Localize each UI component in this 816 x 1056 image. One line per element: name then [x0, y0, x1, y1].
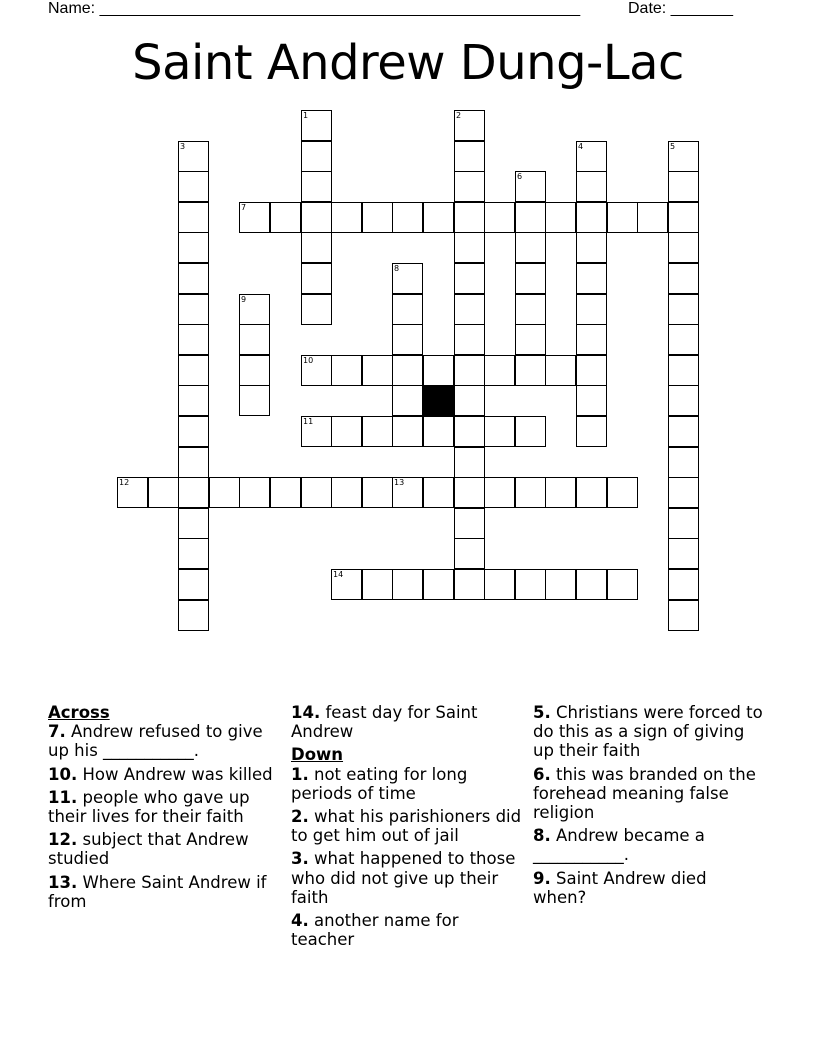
- grid-cell[interactable]: [576, 355, 607, 386]
- grid-cell[interactable]: [454, 232, 485, 263]
- grid-cell[interactable]: [301, 232, 332, 263]
- page-title: Saint Andrew Dung-Lac: [132, 35, 684, 91]
- grid-cell[interactable]: [515, 263, 546, 294]
- grid-cell[interactable]: [668, 477, 699, 508]
- grid-cell[interactable]: [454, 416, 485, 447]
- grid-cell[interactable]: [454, 110, 485, 141]
- clue-number: 9: [241, 295, 247, 304]
- grid-cell[interactable]: [392, 416, 423, 447]
- clue-number: 10: [303, 356, 314, 365]
- grid-cell[interactable]: [454, 355, 485, 386]
- grid-cell[interactable]: [392, 324, 423, 355]
- grid-cell[interactable]: [239, 477, 270, 508]
- grid-cell[interactable]: [178, 600, 209, 631]
- grid-cell[interactable]: [515, 232, 546, 263]
- grid-cell[interactable]: [515, 324, 546, 355]
- clue-down-2: 2. what his parishioners did to get him out of jail: [291, 807, 522, 846]
- clue-across-11: 11. people who gave up their lives for their faith: [48, 787, 250, 827]
- grid-cell[interactable]: [454, 447, 485, 478]
- grid-cell[interactable]: [301, 110, 332, 141]
- grid-cell[interactable]: [392, 355, 423, 386]
- grid-cell[interactable]: [362, 416, 393, 447]
- grid-cell[interactable]: [178, 538, 209, 569]
- grid-cell[interactable]: [362, 477, 393, 508]
- grid-cell[interactable]: [545, 477, 576, 508]
- clue-across-12: 12. subject that Andrew studied: [48, 830, 249, 869]
- grid-cell[interactable]: [423, 355, 454, 386]
- grid-cell[interactable]: [515, 171, 546, 202]
- grid-cell-shaded: [423, 385, 454, 416]
- grid-cell[interactable]: [178, 141, 209, 172]
- grid-cell[interactable]: [515, 294, 546, 325]
- clue-number: 7: [241, 203, 247, 212]
- grid-cell[interactable]: [301, 171, 332, 202]
- grid-cell[interactable]: [668, 538, 699, 569]
- clue-number: 3: [180, 142, 186, 151]
- grid-cell[interactable]: [515, 569, 546, 600]
- clues-column-2: [291, 703, 523, 953]
- grid-cell[interactable]: [454, 477, 485, 508]
- grid-cell[interactable]: [331, 477, 362, 508]
- grid-cell[interactable]: [637, 202, 668, 233]
- clue-number: 13: [394, 478, 405, 487]
- clue-down-4: 4. another name for teacher: [291, 911, 459, 950]
- grid-cell[interactable]: [454, 385, 485, 416]
- grid-cell[interactable]: [545, 355, 576, 386]
- name-field-label: Name: ______________________________________________________: [48, 0, 581, 17]
- clue-number: 11: [303, 417, 314, 426]
- grid-cell[interactable]: [239, 294, 270, 325]
- clue-down-6: 6. this was branded on the forehead meaning false religion: [533, 764, 756, 823]
- grid-cell[interactable]: [607, 569, 638, 600]
- clue-across-7: 7. Andrew refused to give up his ___________.: [48, 722, 263, 761]
- grid-cell[interactable]: [607, 202, 638, 233]
- grid-cell[interactable]: [239, 202, 270, 233]
- grid-cell[interactable]: [668, 232, 699, 263]
- grid-cell[interactable]: [576, 263, 607, 294]
- grid-cell[interactable]: [576, 385, 607, 416]
- grid-cell[interactable]: [239, 355, 270, 386]
- clue-number: 2: [456, 111, 462, 120]
- grid-cell[interactable]: [392, 202, 423, 233]
- grid-cell[interactable]: [178, 171, 209, 202]
- grid-cell[interactable]: [484, 569, 515, 600]
- grid-cell[interactable]: [668, 385, 699, 416]
- grid-cell[interactable]: [668, 569, 699, 600]
- grid-cell[interactable]: [668, 447, 699, 478]
- grid-cell[interactable]: [484, 477, 515, 508]
- grid-cell[interactable]: [178, 569, 209, 600]
- grid-cell[interactable]: [454, 141, 485, 172]
- grid-cell[interactable]: [178, 294, 209, 325]
- grid-cell[interactable]: [301, 263, 332, 294]
- grid-cell[interactable]: [301, 416, 332, 447]
- grid-cell[interactable]: [454, 171, 485, 202]
- grid-cell[interactable]: [301, 477, 332, 508]
- grid-cell[interactable]: [576, 171, 607, 202]
- grid-cell[interactable]: [668, 324, 699, 355]
- grid-cell[interactable]: [209, 477, 240, 508]
- grid-cell[interactable]: [423, 416, 454, 447]
- grid-cell[interactable]: [178, 385, 209, 416]
- grid-cell[interactable]: [484, 416, 515, 447]
- clue-across-13: 13. Where Saint Andrew if from: [48, 872, 267, 911]
- grid-cell[interactable]: [362, 569, 393, 600]
- clue-number: 5: [670, 142, 676, 151]
- grid-cell[interactable]: [178, 477, 209, 508]
- grid-cell[interactable]: [668, 263, 699, 294]
- clue-down-3: 3. what happened to those who did not give up their faith: [291, 849, 516, 907]
- grid-cell[interactable]: [301, 141, 332, 172]
- grid-cell[interactable]: [178, 263, 209, 294]
- grid-cell[interactable]: [484, 355, 515, 386]
- grid-cell[interactable]: [178, 508, 209, 539]
- clue-number: 1: [303, 111, 309, 120]
- grid-cell[interactable]: [454, 263, 485, 294]
- down-heading: Down: [291, 745, 344, 765]
- grid-cell[interactable]: [270, 202, 301, 233]
- grid-cell[interactable]: [454, 294, 485, 325]
- grid-cell[interactable]: [668, 355, 699, 386]
- grid-cell[interactable]: [301, 294, 332, 325]
- grid-cell[interactable]: [331, 569, 362, 600]
- grid-cell[interactable]: [515, 416, 546, 447]
- grid-cell[interactable]: [362, 355, 393, 386]
- grid-cell[interactable]: [392, 263, 423, 294]
- grid-cell[interactable]: [607, 477, 638, 508]
- grid-cell[interactable]: [545, 569, 576, 600]
- grid-cell[interactable]: [178, 324, 209, 355]
- clue-down-1: 1. not eating for long periods of time: [291, 764, 468, 803]
- grid-cell[interactable]: [331, 355, 362, 386]
- grid-cell[interactable]: [301, 355, 332, 386]
- grid-cell[interactable]: [117, 477, 148, 508]
- grid-cell[interactable]: [576, 232, 607, 263]
- grid-cell[interactable]: [576, 416, 607, 447]
- grid-cell[interactable]: [423, 202, 454, 233]
- clue-number: 14: [333, 570, 344, 579]
- grid-cell[interactable]: [178, 416, 209, 447]
- clue-number: 8: [394, 264, 400, 273]
- grid-cell[interactable]: [668, 202, 699, 233]
- grid-cell[interactable]: [576, 294, 607, 325]
- grid-cell[interactable]: [178, 202, 209, 233]
- grid-cell[interactable]: [668, 294, 699, 325]
- grid-cell[interactable]: [668, 416, 699, 447]
- grid-cell[interactable]: [454, 538, 485, 569]
- across-heading: Across: [48, 703, 110, 722]
- grid-cell[interactable]: [362, 202, 393, 233]
- grid-cell[interactable]: [392, 294, 423, 325]
- clue-down-8: 8. Andrew became a ___________.: [533, 826, 705, 865]
- clue-down-5: 5. Christians were forced to do this as a sign of giving up their faith: [533, 703, 763, 761]
- grid-cell[interactable]: [331, 202, 362, 233]
- grid-cell[interactable]: [178, 355, 209, 386]
- grid-cell[interactable]: [576, 141, 607, 172]
- clue-across-14: 14. feast day for Saint Andrew: [291, 703, 478, 742]
- grid-cell[interactable]: [484, 202, 515, 233]
- grid-cell[interactable]: [423, 477, 454, 508]
- grid-cell[interactable]: [515, 355, 546, 386]
- clue-number: 6: [517, 172, 523, 181]
- grid-cell[interactable]: [392, 385, 423, 416]
- grid-cell[interactable]: [454, 324, 485, 355]
- clue-number: 4: [578, 142, 584, 151]
- grid-cell[interactable]: [178, 232, 209, 263]
- grid-cell[interactable]: [454, 569, 485, 600]
- clue-number: 12: [119, 478, 130, 487]
- grid-cell[interactable]: [301, 202, 332, 233]
- grid-cell[interactable]: [668, 600, 699, 631]
- grid-cell[interactable]: [668, 508, 699, 539]
- clue-down-9: 9. Saint Andrew died when?: [533, 868, 707, 907]
- grid-cell[interactable]: [576, 569, 607, 600]
- clue-across-10: 10. How Andrew was killed: [48, 764, 273, 784]
- grid-cell[interactable]: [454, 202, 485, 233]
- grid-cell[interactable]: [392, 569, 423, 600]
- grid-cell[interactable]: [454, 508, 485, 539]
- grid-cell[interactable]: [178, 447, 209, 478]
- grid-cell[interactable]: [331, 416, 362, 447]
- grid-cell[interactable]: [668, 141, 699, 172]
- grid-cell[interactable]: [515, 477, 546, 508]
- grid-cell[interactable]: [576, 324, 607, 355]
- grid-cell[interactable]: [576, 202, 607, 233]
- grid-cell[interactable]: [576, 477, 607, 508]
- date-field-label: Date: _______: [628, 0, 733, 17]
- grid-cell[interactable]: [423, 569, 454, 600]
- grid-cell[interactable]: [668, 171, 699, 202]
- grid-cell[interactable]: [545, 202, 576, 233]
- grid-cell[interactable]: [239, 324, 270, 355]
- clues-column-1: [48, 703, 280, 915]
- grid-cell[interactable]: [515, 202, 546, 233]
- grid-cell[interactable]: [392, 477, 423, 508]
- grid-cell[interactable]: [148, 477, 179, 508]
- clues-column-3: [533, 703, 765, 911]
- grid-cell[interactable]: [270, 477, 301, 508]
- grid-cell[interactable]: [239, 385, 270, 416]
